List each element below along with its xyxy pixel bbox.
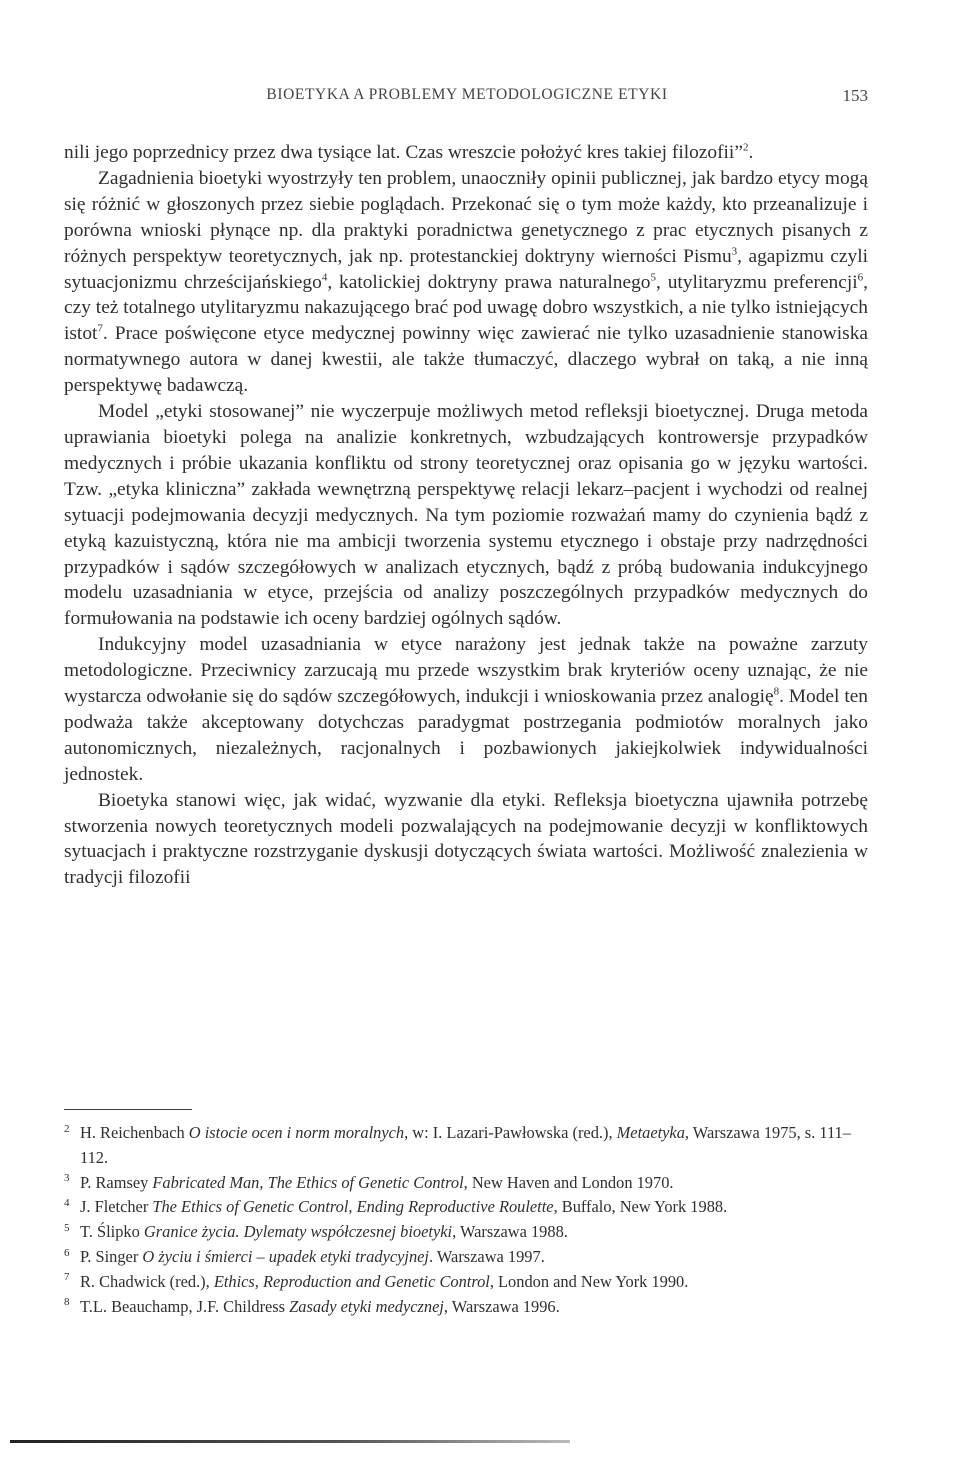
italic-title: Metaetyka: [616, 1123, 685, 1142]
footnote: 4 J. Fletcher The Ethics of Genetic Control, Ending Reproductive Roulette, Buffalo, New York 1988.: [64, 1196, 728, 1217]
italic-title: O istocie ocen i norm moralnych: [188, 1123, 405, 1142]
text-run: P. Ramsey: [80, 1172, 153, 1192]
page-number: 153: [842, 86, 868, 105]
running-title: BIOETYKA A PROBLEMY METODOLOGICZNE ETYKI: [266, 86, 668, 103]
text-run: Model „etyki stosowanej” nie wyczerpuje możliwych metod refleksji bioetycznej. Druga metoda uprawiania bioetyki polega na analizie konkretnych, wzbudzających kontrowersje przypadków medycznych i próbie ukazania konfliktu od strony teoretycznej oraz opisania go w języku wartości. Tzw. „etyka kliniczna” zakłada wewnętrzną perspektywę relacji lekarz–pacjent i wychodzi od realnej sytuacji podejmowania decyzji medycznych. Na tym poziomie rozważań mamy do czynienia bądź z etyką kazuistyczną, która nie ma ambicji tworzenia systemu etycznego i obstaje przy nadrzędności przypadków i sądów szczegółowych w analizach etycznych, bądź z próbą budowania indukcyjnego modelu uzasadniania w etyce, przejścia od analizy poszczególnych przypadków medycznych do formułowania na podstawie ich oceny bardziej ogólnych sądów.: [64, 401, 868, 630]
scan-edge-line: [10, 1440, 570, 1443]
italic-title: The Ethics of Genetic Control, Ending Reproductive Roulette: [152, 1197, 554, 1217]
text-run: , New Haven and London 1970.: [463, 1172, 674, 1192]
footnote-ref: 2: [742, 141, 749, 154]
text-run: H. Reichenbach: [80, 1123, 189, 1142]
body-text: [64, 140, 868, 891]
footnote: 6 P. Singer O życiu i śmierci – upadek etyki tradycyjnej. Warszawa 1997.: [64, 1246, 545, 1266]
footnote-ref: 7: [97, 322, 103, 335]
footnote: 7 R. Chadwick (red.), Ethics, Reproduction and Genetic Control, London and New York 1990.: [64, 1271, 689, 1291]
footnote-separator: [64, 1109, 192, 1110]
text-run: , Warszawa 1988.: [452, 1222, 568, 1242]
footnote: 3 P. Ramsey Fabricated Man, The Ethics of Genetic Control, New Haven and London 1970.: [64, 1172, 674, 1192]
text-run: , w: I. Lazari-Pawłowska (red.),: [404, 1123, 617, 1142]
footnote-ref: 4: [321, 271, 328, 284]
text-run: Zagadnienia bioetyki wyostrzyły ten problem, unaoczniły opinii publicznej, jak bardzo etycy mogą się różnić w głoszonych przez siebie poglądach. Przekonać się o tym może każdy, kto przeanalizuje i porówna wnioski płynące np. dla praktyki poradnictwa genetycznego z prac etycznych pisanych z różnych perspektyw teoretycznych, jak np. protestanckiej doktryny wierności Pismu: [64, 167, 868, 267]
text-run: , utylitaryzmu preferencji: [655, 271, 858, 293]
text-run: , Warszawa 1975, s. 111–112.: [80, 1123, 851, 1167]
text-run: J. Fletcher: [80, 1197, 153, 1217]
italic-title: O życiu i śmierci – upadek etyki tradycyjnej: [142, 1246, 429, 1266]
text-run: T.L. Beauchamp, J.F. Childress: [80, 1296, 290, 1316]
text-run: , czy też totalnego utylitaryzmu nakazującego brać pod uwagę dobro wszystkich, a nie tylko istniejących istot: [64, 271, 868, 345]
text-run: P. Singer: [80, 1246, 143, 1266]
text-run: R. Chadwick (red.),: [80, 1271, 214, 1291]
text-run: . Prace poświęcone etyce medycznej powinny więc zawierać nie tylko uzasadnienie stanowiska normatywnego autora w danej kwestii, ale także tłumaczyć, dlaczego wybrał on taką, a nie inną perspektywę badawczą.: [64, 323, 868, 397]
paragraph: [64, 632, 868, 787]
text-run: Indukcyjny model uzasadniania w etyce narażony jest jednak także na poważne zarzuty metodologiczne. Przeciwnicy zarzucają mu przede wszystkim brak kryteriów oceny uznając, że nie wystarcza odwołanie się do sądów szczegółowych, indukcji i wnioskowania przez analogię: [64, 634, 868, 708]
paragraph: [64, 399, 868, 632]
text-run: , agapizmu czyli sytuacjonizmu chrześcijańskiego: [64, 245, 868, 293]
text-run: Bioetyka stanowi więc, jak widać, wyzwanie dla etyki. Refleksja bioetyczna ujawniła potrzebę stworzenia nowych teoretycznych modeli pozwalających na podejmowanie decyzji w konfliktowych sytuacjach i praktyczne rozstrzyganie dyskusji dotyczących świata wartości. Możliwość znalezienia w tradycji filozofii: [64, 789, 868, 889]
page-header: [66, 86, 868, 110]
paragraph: [64, 140, 868, 166]
italic-title: Zasady etyki medycznej: [289, 1296, 444, 1316]
text-run: T. Ślipko: [80, 1222, 144, 1242]
paragraph: [64, 788, 868, 892]
footnote: 8 T.L. Beauchamp, J.F. Childress Zasady etyki medycznej, Warszawa 1996.: [64, 1296, 560, 1316]
text-run: nili jego poprzednicy przez dwa tysiące lat. Czas wreszcie położyć kres takiej filozofii”: [64, 142, 743, 163]
text-run: . Warszawa 1997.: [428, 1246, 545, 1266]
footnotes: [64, 1121, 868, 1319]
text-run: , katolickiej doktryny prawa naturalnego: [327, 271, 651, 293]
italic-title: Granice życia. Dylematy współczesnej bioetyki: [143, 1222, 453, 1242]
text-run: . Model ten podważa także akceptowany dotychczas paradygmat postrzegania podmiotów moralnych jako autonomicznych, niezależnych, racjonalnych i pozbawionych jakiejkolwiek indywidualności jednostek.: [64, 686, 869, 785]
text-run: .: [748, 142, 754, 163]
text-run: , Warszawa 1996.: [443, 1296, 560, 1316]
italic-title: Ethics, Reproduction and Genetic Control: [213, 1271, 490, 1291]
footnote: 5 T. Ślipko Granice życia. Dylematy współczesnej bioetyki, Warszawa 1988.: [64, 1221, 568, 1242]
footnote: 2 H. Reichenbach O istocie ocen i norm moralnych, w: I. Lazari-Pawłowska (red.), Metaetyka, Warszawa 1975, s. 111–112.: [64, 1122, 851, 1167]
footnote-ref: 6: [857, 271, 864, 284]
paragraph: [64, 166, 868, 399]
italic-title: Fabricated Man, The Ethics of Genetic Control: [152, 1172, 464, 1192]
footnote-ref: 8: [773, 685, 780, 698]
footnote-ref: 3: [731, 245, 738, 258]
text-run: , London and New York 1990.: [489, 1271, 689, 1291]
text-run: , Buffalo, New York 1988.: [553, 1197, 728, 1217]
footnote-ref: 5: [650, 271, 656, 284]
